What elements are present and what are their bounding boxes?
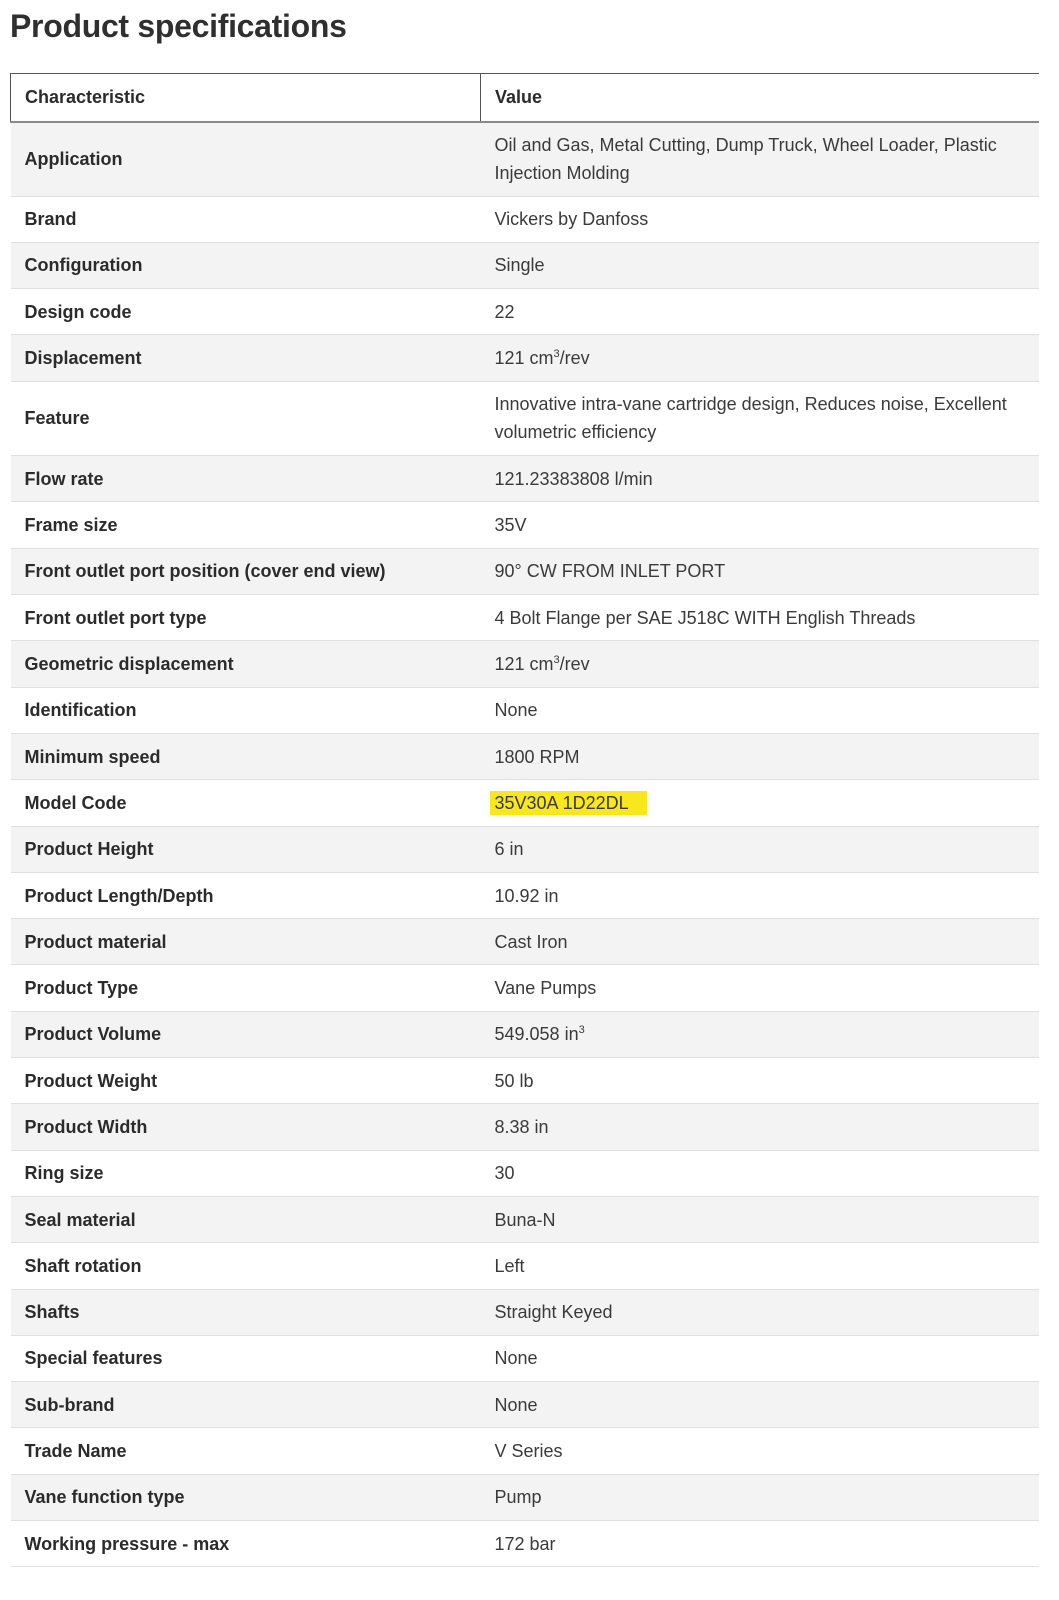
spec-value-cell — [481, 242, 1039, 288]
spec-value: 121.23383808 l/min — [494, 468, 653, 489]
spec-value: 172 bar — [494, 1533, 556, 1554]
spec-characteristic: Application — [11, 122, 481, 197]
column-header-characteristic: Characteristic — [11, 74, 481, 122]
spec-characteristic: Special features — [11, 1335, 481, 1381]
spec-value-cell — [481, 1058, 1039, 1104]
spec-value-cell — [481, 1382, 1039, 1428]
spec-value-cell — [481, 335, 1039, 381]
spec-characteristic: Shaft rotation — [11, 1243, 481, 1289]
table-row — [11, 381, 1039, 456]
table-row — [11, 335, 1039, 381]
spec-value-cell — [481, 1196, 1039, 1242]
table-row — [11, 289, 1039, 335]
spec-value: Pump — [494, 1487, 542, 1508]
spec-characteristic: Product material — [11, 919, 481, 965]
table-row — [11, 1104, 1039, 1150]
table-row — [11, 1243, 1039, 1289]
table-row — [11, 1150, 1039, 1196]
table-row — [11, 242, 1039, 288]
table-row — [11, 196, 1039, 242]
spec-value: Vickers by Danfoss — [494, 209, 649, 230]
spec-value: Innovative intra-vane cartridge design, Reduces noise, Excellent volumetric efficiency — [494, 394, 1007, 443]
spec-value-cell — [481, 1150, 1039, 1196]
spec-value: 4 Bolt Flange per SAE J518C WITH English Threads — [494, 607, 916, 628]
table-row — [11, 780, 1039, 826]
spec-characteristic: Product Length/Depth — [11, 872, 481, 918]
table-row — [11, 826, 1039, 872]
spec-characteristic: Identification — [11, 687, 481, 733]
spec-value-cell — [481, 1474, 1039, 1520]
table-row — [11, 641, 1039, 687]
table-row — [11, 1382, 1039, 1428]
spec-characteristic: Product Volume — [11, 1011, 481, 1057]
spec-value-cell — [481, 687, 1039, 733]
spec-value-cell — [481, 965, 1039, 1011]
spec-value-cell — [481, 595, 1039, 641]
table-row — [11, 1474, 1039, 1520]
spec-value: 549.058 in — [494, 1024, 579, 1045]
spec-value: None — [494, 1394, 538, 1415]
table-row — [11, 456, 1039, 502]
unit-suffix: /rev — [559, 348, 590, 369]
table-row — [11, 965, 1039, 1011]
spec-value-cell — [481, 641, 1039, 687]
spec-characteristic: Minimum speed — [11, 733, 481, 779]
table-row — [11, 1011, 1039, 1057]
spec-value: 50 lb — [494, 1070, 534, 1091]
table-row — [11, 122, 1039, 197]
specifications-table — [10, 73, 1039, 1567]
spec-value-cell — [481, 780, 1039, 826]
table-row — [11, 687, 1039, 733]
spec-value: 8.38 in — [494, 1116, 549, 1137]
spec-value-cell — [481, 122, 1039, 197]
table-row — [11, 1058, 1039, 1104]
spec-value-cell — [481, 381, 1039, 456]
spec-value-cell — [481, 1289, 1039, 1335]
table-row — [11, 595, 1039, 641]
spec-value: Buna-N — [494, 1209, 556, 1230]
spec-value-cell — [481, 1104, 1039, 1150]
spec-characteristic: Trade Name — [11, 1428, 481, 1474]
table-row — [11, 1335, 1039, 1381]
spec-value-cell — [481, 502, 1039, 548]
unit-superscript: 3 — [553, 654, 560, 667]
spec-value-cell — [481, 1011, 1039, 1057]
unit-superscript: 3 — [578, 1024, 585, 1037]
spec-value-cell — [481, 826, 1039, 872]
model-code-highlight: 35V30A 1D22DL — [490, 791, 647, 815]
table-row — [11, 548, 1039, 594]
spec-value-cell — [481, 733, 1039, 779]
unit-superscript: 3 — [553, 348, 560, 361]
spec-value: 35V — [494, 515, 527, 536]
spec-value-cell — [481, 1335, 1039, 1381]
spec-value: None — [494, 1348, 538, 1369]
spec-characteristic: Vane function type — [11, 1474, 481, 1520]
spec-characteristic: Geometric displacement — [11, 641, 481, 687]
spec-value: Left — [494, 1255, 525, 1276]
spec-characteristic: Brand — [11, 196, 481, 242]
spec-characteristic: Design code — [11, 289, 481, 335]
table-row — [11, 1428, 1039, 1474]
table-body — [11, 122, 1039, 1567]
spec-value: Straight Keyed — [494, 1302, 613, 1323]
spec-characteristic: Frame size — [11, 502, 481, 548]
table-row — [11, 1196, 1039, 1242]
spec-characteristic: Displacement — [11, 335, 481, 381]
spec-value-cell — [481, 1521, 1039, 1567]
spec-value: Cast Iron — [494, 931, 568, 952]
spec-value-cell — [481, 1428, 1039, 1474]
spec-value: 1800 RPM — [494, 746, 580, 767]
unit-suffix: /rev — [559, 654, 590, 675]
spec-value: 121 cm — [494, 348, 554, 369]
spec-value-cell — [481, 456, 1039, 502]
spec-characteristic: Product Height — [11, 826, 481, 872]
spec-value: None — [494, 700, 538, 721]
spec-characteristic: Product Width — [11, 1104, 481, 1150]
spec-value-cell — [481, 289, 1039, 335]
page-title: Product specifications — [10, 8, 347, 44]
table-header-row — [11, 74, 1039, 122]
spec-value: 22 — [494, 301, 515, 322]
table-row — [11, 872, 1039, 918]
spec-characteristic: Feature — [11, 381, 481, 456]
spec-value: 30 — [494, 1163, 515, 1184]
column-header-value: Value — [481, 74, 1039, 122]
spec-value: 90° CW FROM INLET PORT — [494, 561, 726, 582]
spec-characteristic: Front outlet port position (cover end view) — [11, 548, 481, 594]
table-row — [11, 502, 1039, 548]
spec-characteristic: Configuration — [11, 242, 481, 288]
spec-value-cell — [481, 872, 1039, 918]
spec-value-cell — [481, 919, 1039, 965]
spec-value: 10.92 in — [494, 885, 559, 906]
spec-characteristic: Model Code — [11, 780, 481, 826]
spec-value: V Series — [494, 1441, 563, 1462]
spec-characteristic: Ring size — [11, 1150, 481, 1196]
spec-value-cell — [481, 1243, 1039, 1289]
spec-value: Vane Pumps — [494, 978, 597, 999]
spec-value: Oil and Gas, Metal Cutting, Dump Truck, Wheel Loader, Plastic Injection Molding — [494, 135, 997, 183]
table-row — [11, 919, 1039, 965]
spec-characteristic: Flow rate — [11, 456, 481, 502]
spec-characteristic: Product Type — [11, 965, 481, 1011]
spec-characteristic: Product Weight — [11, 1058, 481, 1104]
spec-characteristic: Front outlet port type — [11, 595, 481, 641]
spec-characteristic: Sub-brand — [11, 1382, 481, 1428]
table-row — [11, 733, 1039, 779]
spec-characteristic: Seal material — [11, 1196, 481, 1242]
table-row — [11, 1521, 1039, 1567]
spec-value-cell — [481, 196, 1039, 242]
spec-value: Single — [494, 255, 545, 276]
spec-value-cell — [481, 548, 1039, 594]
spec-value: 121 cm — [494, 654, 554, 675]
spec-characteristic: Shafts — [11, 1289, 481, 1335]
spec-value: 6 in — [494, 839, 524, 860]
spec-characteristic: Working pressure - max — [11, 1521, 481, 1567]
table-row — [11, 1289, 1039, 1335]
